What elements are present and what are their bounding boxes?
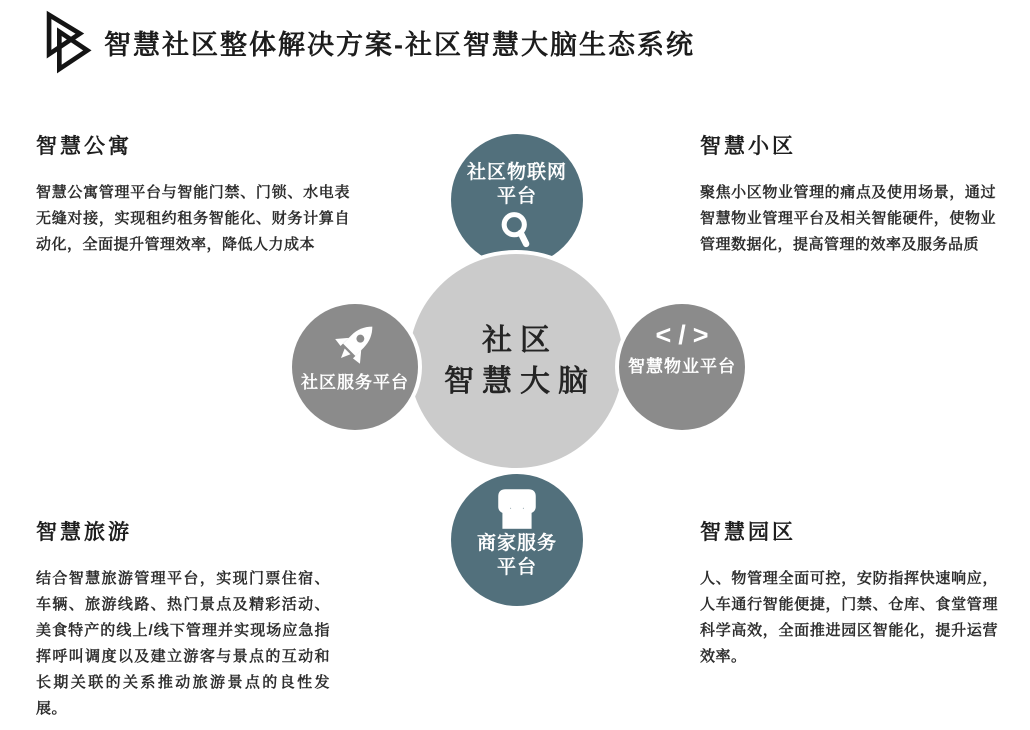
node-label: 社区物联网 — [466, 162, 567, 183]
section-smart-park — [700, 516, 998, 670]
section-body: 智慧公寓管理平台与智能门禁、门锁、水电表无缝对接，实现租约租务智能化、财务计算自动化，全面提升管理效率，降低人力成本 — [36, 184, 350, 253]
node-merchant-service-platform — [451, 474, 583, 606]
node-label: 智慧物业平台 — [628, 357, 736, 376]
brand-logo-icon — [36, 10, 92, 74]
rocket-icon — [327, 316, 383, 372]
section-smart-tourism — [36, 516, 330, 722]
section-smart-apartment — [36, 130, 350, 258]
node-smart-property-platform — [619, 304, 745, 430]
section-title: 智慧旅游 — [36, 521, 132, 544]
node-community-service-platform — [292, 304, 418, 430]
storefront-icon — [492, 486, 542, 532]
code-icon: </> — [655, 320, 716, 350]
node-label: 社区服务平台 — [301, 373, 409, 392]
section-smart-community — [700, 130, 996, 258]
header — [36, 10, 695, 74]
section-body: 人、物管理全面可控，安防指挥快速响应，人车通行智能便捷，门禁、仓库、食堂管理科学高效，全面推进园区智能化，提升运营效率。 — [700, 570, 998, 665]
center-label: 智慧大脑 — [444, 365, 596, 398]
section-title: 智慧小区 — [700, 135, 796, 158]
search-icon — [495, 209, 539, 255]
node-label: 商家服务 — [476, 533, 557, 554]
section-body: 聚焦小区物业管理的痛点及使用场景，通过智慧物业管理平台及相关智能硬件，使物业管理数据化，提高管理的效率及服务品质 — [700, 184, 996, 253]
section-title: 智慧公寓 — [36, 135, 132, 158]
node-iot-platform — [451, 134, 583, 266]
page-title: 智慧社区整体解决方案-社区智慧大脑生态系统 — [104, 29, 695, 60]
section-title: 智慧园区 — [700, 521, 796, 544]
node-label: 平台 — [496, 186, 537, 207]
node-label: 平台 — [496, 557, 537, 578]
center-label: 社区 — [482, 324, 558, 357]
node-community-smart-brain — [409, 254, 623, 468]
section-body: 结合智慧旅游管理平台，实现门票住宿、车辆、旅游线路、热门景点及精彩活动、美食特产的线上/线下管理并实现场应急指挥呼叫调度以及建立游客与景点的互动和长期关联的关系推动旅游景点的良性发展。 — [36, 570, 330, 717]
